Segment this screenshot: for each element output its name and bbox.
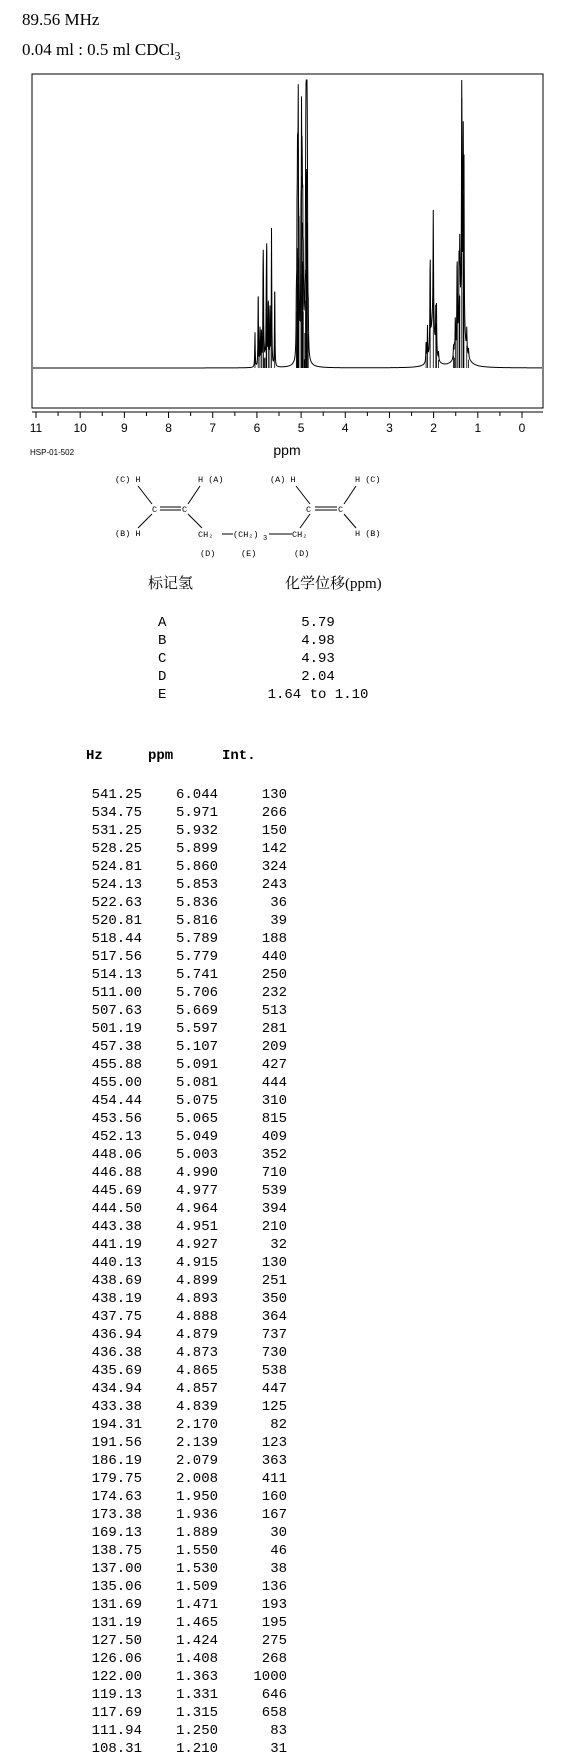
table-row xyxy=(78,1434,287,1452)
bond-hb-c1 xyxy=(138,514,152,528)
peak-hz: 453.56 xyxy=(91,1111,142,1127)
x-axis-tick-labels xyxy=(30,421,526,435)
peak-ppm: 5.853 xyxy=(175,877,218,893)
table-row xyxy=(78,1542,287,1560)
table-row xyxy=(78,1380,287,1398)
peak-ppm: 6.044 xyxy=(175,787,218,803)
peak-hz: 518.44 xyxy=(91,931,142,947)
peak-int: 324 xyxy=(261,859,287,875)
peak-hz: 173.38 xyxy=(91,1507,142,1523)
peak-marks xyxy=(255,98,469,368)
peak-int: 268 xyxy=(261,1651,287,1667)
table-row xyxy=(78,1416,287,1434)
table-row xyxy=(78,912,287,930)
peak-ppm: 5.860 xyxy=(175,859,218,875)
peak-int: 310 xyxy=(261,1093,287,1109)
peak-hz: 174.63 xyxy=(91,1489,142,1505)
peak-ppm: 5.706 xyxy=(175,985,218,1001)
header-ppm: ppm xyxy=(148,748,174,764)
bond-ch2-c3 xyxy=(300,514,310,528)
x-tick-label: 4 xyxy=(341,421,349,435)
table-row xyxy=(78,1164,287,1182)
plot-frame xyxy=(32,74,543,408)
peak-hz: 522.63 xyxy=(91,895,142,911)
peak-hz: 454.44 xyxy=(91,1093,142,1109)
peak-ppm: 1.363 xyxy=(175,1669,218,1685)
struct-ch2-chain-subscript: 3 xyxy=(263,535,268,543)
peak-ppm: 5.741 xyxy=(175,967,218,983)
peak-table xyxy=(78,786,287,1758)
peak-int: 350 xyxy=(261,1291,287,1307)
table-row xyxy=(78,1272,287,1290)
peak-int: 447 xyxy=(261,1381,287,1397)
peak-int: 125 xyxy=(261,1399,287,1415)
peak-int: 363 xyxy=(261,1453,287,1469)
table-row xyxy=(78,1056,287,1074)
table-row xyxy=(78,930,287,948)
table-row xyxy=(78,1686,287,1704)
x-tick-label: 7 xyxy=(209,421,217,435)
x-tick-label: 5 xyxy=(297,421,305,435)
table-row xyxy=(78,1632,287,1650)
peak-ppm: 4.893 xyxy=(175,1291,218,1307)
x-tick-label: 9 xyxy=(121,421,128,435)
peak-int: 281 xyxy=(261,1021,287,1037)
table-row xyxy=(78,1074,287,1092)
peak-ppm: 4.915 xyxy=(175,1255,218,1271)
peak-int: 730 xyxy=(261,1345,287,1361)
struct-ch2-chain: (CH₂) xyxy=(233,530,259,540)
x-tick-label: 8 xyxy=(165,421,172,435)
peak-hz: 126.06 xyxy=(91,1651,142,1667)
peak-hz: 455.88 xyxy=(91,1057,142,1073)
peak-int: 38 xyxy=(270,1561,287,1577)
peak-ppm: 4.888 xyxy=(175,1309,218,1325)
struct-label-hc2: H (C) xyxy=(355,475,381,485)
peak-hz: 131.19 xyxy=(91,1615,142,1631)
peak-ppm: 2.008 xyxy=(175,1471,218,1487)
peak-int: 1000 xyxy=(253,1669,287,1685)
bond-hc-c1 xyxy=(138,486,152,504)
peak-int: 444 xyxy=(261,1075,287,1091)
peak-ppm: 4.927 xyxy=(175,1237,218,1253)
table-row xyxy=(78,1038,287,1056)
table-row xyxy=(78,840,287,858)
peak-ppm: 5.075 xyxy=(175,1093,218,1109)
peak-int: 815 xyxy=(261,1111,287,1127)
peak-hz: 433.38 xyxy=(91,1399,142,1415)
nmr-spectrum xyxy=(0,0,570,470)
peak-hz: 117.69 xyxy=(91,1705,142,1721)
peak-hz: 440.13 xyxy=(91,1255,142,1271)
peak-ppm: 4.865 xyxy=(175,1363,218,1379)
peak-int: 232 xyxy=(261,985,287,1001)
peak-hz: 541.25 xyxy=(91,787,142,803)
peak-hz: 528.25 xyxy=(91,841,142,857)
table-row xyxy=(78,1668,287,1686)
table-row xyxy=(78,1290,287,1308)
peak-hz: 443.38 xyxy=(91,1219,142,1235)
peak-int: 737 xyxy=(261,1327,287,1343)
spectrum-trace xyxy=(33,80,542,368)
peak-hz: 507.63 xyxy=(91,1003,142,1019)
peak-int: 364 xyxy=(261,1309,287,1325)
peak-ppm: 5.081 xyxy=(175,1075,218,1091)
peak-int: 266 xyxy=(261,805,287,821)
x-axis-ticks xyxy=(36,412,522,418)
x-tick-label: 11 xyxy=(29,421,43,435)
peak-int: 538 xyxy=(261,1363,287,1379)
peak-hz: 111.94 xyxy=(91,1723,142,1739)
assignment-shift: 2.04 xyxy=(301,669,335,685)
peak-int: 646 xyxy=(261,1687,287,1703)
peak-int: 46 xyxy=(270,1543,287,1559)
peak-hz: 445.69 xyxy=(91,1183,142,1199)
table-row xyxy=(78,948,287,966)
peak-hz: 534.75 xyxy=(91,805,142,821)
peak-hz: 531.25 xyxy=(91,823,142,839)
peak-ppm: 4.873 xyxy=(175,1345,218,1361)
peak-hz: 457.38 xyxy=(91,1039,142,1055)
spectrometer-frequency: 89.56 MHz xyxy=(22,10,100,29)
peak-ppm: 1.509 xyxy=(175,1579,218,1595)
table-row xyxy=(78,1596,287,1614)
bond-c2-ch2 xyxy=(188,514,202,528)
table-row xyxy=(78,1020,287,1038)
struct-atom-c1: C xyxy=(152,505,158,515)
peak-int: 32 xyxy=(270,1237,287,1253)
peak-ppm: 5.003 xyxy=(175,1147,218,1163)
solvent-subscript: 3 xyxy=(174,48,181,63)
peak-int: 658 xyxy=(261,1705,287,1721)
spectrum-code: HSP-01-502 xyxy=(30,448,75,457)
table-row xyxy=(78,1560,287,1578)
peak-hz: 444.50 xyxy=(91,1201,142,1217)
peak-hz: 520.81 xyxy=(91,913,142,929)
peak-int: 440 xyxy=(261,949,287,965)
peak-ppm: 4.977 xyxy=(175,1183,218,1199)
peak-int: 539 xyxy=(261,1183,287,1199)
table-row xyxy=(78,1254,287,1272)
peak-int: 31 xyxy=(270,1741,287,1757)
struct-label-d2: (D) xyxy=(294,549,310,559)
x-tick-label: 1 xyxy=(474,421,482,435)
peak-int: 409 xyxy=(261,1129,287,1145)
peak-hz: 179.75 xyxy=(91,1471,142,1487)
peak-ppm: 5.932 xyxy=(175,823,218,839)
table-row xyxy=(78,1002,287,1020)
peak-hz: 517.56 xyxy=(91,949,142,965)
header-hz: Hz xyxy=(86,748,103,764)
table-row xyxy=(78,1524,287,1542)
peak-ppm: 1.408 xyxy=(175,1651,218,1667)
assignment-shift: 4.93 xyxy=(301,651,335,667)
assignment-header-shift: 化学位移(ppm) xyxy=(285,576,382,592)
struct-label-e: (E) xyxy=(241,549,257,559)
peak-int: 209 xyxy=(261,1039,287,1055)
peak-int: 142 xyxy=(261,841,287,857)
peak-int: 30 xyxy=(270,1525,287,1541)
peak-hz: 438.19 xyxy=(91,1291,142,1307)
assignment-label: A xyxy=(158,615,167,631)
peak-ppm: 4.990 xyxy=(175,1165,218,1181)
peak-ppm: 1.550 xyxy=(175,1543,218,1559)
peak-ppm: 4.857 xyxy=(175,1381,218,1397)
peak-int: 394 xyxy=(261,1201,287,1217)
peak-hz: 122.00 xyxy=(91,1669,142,1685)
struct-label-ha2: (A) H xyxy=(270,475,296,485)
table-row xyxy=(78,1452,287,1470)
peak-hz: 119.13 xyxy=(91,1687,142,1703)
peak-ppm: 5.971 xyxy=(175,805,218,821)
peak-int: 195 xyxy=(261,1615,287,1631)
peak-ppm: 5.836 xyxy=(175,895,218,911)
peak-hz: 455.00 xyxy=(91,1075,142,1091)
peak-ppm: 5.779 xyxy=(175,949,218,965)
peak-ppm: 5.049 xyxy=(175,1129,218,1145)
molecular-structure xyxy=(100,470,420,570)
table-row xyxy=(78,1146,287,1164)
peak-hz: 169.13 xyxy=(91,1525,142,1541)
struct-ch2-left: CH₂ xyxy=(198,530,214,540)
peak-hz: 446.88 xyxy=(91,1165,142,1181)
assignment-row xyxy=(158,668,378,686)
table-row xyxy=(78,1128,287,1146)
table-row xyxy=(78,1704,287,1722)
table-row xyxy=(78,1614,287,1632)
peak-hz: 452.13 xyxy=(91,1129,142,1145)
peak-ppm: 4.879 xyxy=(175,1327,218,1343)
peak-hz: 437.75 xyxy=(91,1309,142,1325)
peak-ppm: 1.465 xyxy=(175,1615,218,1631)
peak-hz: 501.19 xyxy=(91,1021,142,1037)
peak-int: 411 xyxy=(261,1471,287,1487)
peak-ppm: 5.091 xyxy=(175,1057,218,1073)
peak-hz: 514.13 xyxy=(91,967,142,983)
peak-hz: 135.06 xyxy=(91,1579,142,1595)
table-row xyxy=(78,804,287,822)
assignment-label: D xyxy=(158,669,167,685)
table-row xyxy=(78,1236,287,1254)
peak-ppm: 5.789 xyxy=(175,931,218,947)
peak-ppm: 1.331 xyxy=(175,1687,218,1703)
table-row xyxy=(78,1308,287,1326)
x-tick-label: 3 xyxy=(386,421,393,435)
x-tick-label: 6 xyxy=(253,421,261,435)
peak-ppm: 2.170 xyxy=(175,1417,218,1433)
peak-hz: 436.94 xyxy=(91,1327,142,1343)
peak-ppm: 4.951 xyxy=(175,1219,218,1235)
peak-ppm: 4.899 xyxy=(175,1273,218,1289)
assignment-label: C xyxy=(158,651,167,667)
assignment-shift: 1.64 to 1.10 xyxy=(267,687,369,703)
peak-ppm: 1.936 xyxy=(175,1507,218,1523)
table-row xyxy=(78,1110,287,1128)
assignment-row xyxy=(158,614,378,632)
table-row xyxy=(78,1182,287,1200)
peak-hz: 131.69 xyxy=(91,1597,142,1613)
peak-int: 36 xyxy=(270,895,287,911)
bond-c3-ha xyxy=(296,486,310,504)
peak-int: 83 xyxy=(270,1723,287,1739)
assignment-table xyxy=(158,614,378,704)
peak-ppm: 2.079 xyxy=(175,1453,218,1469)
peak-ppm: 5.816 xyxy=(175,913,218,929)
table-row xyxy=(78,1722,287,1740)
peak-table-header xyxy=(86,748,256,764)
peak-int: 251 xyxy=(261,1273,287,1289)
peak-ppm: 1.950 xyxy=(175,1489,218,1505)
peak-ppm: 5.065 xyxy=(175,1111,218,1127)
peak-hz: 194.31 xyxy=(91,1417,142,1433)
peak-ppm: 1.250 xyxy=(175,1723,218,1739)
peak-hz: 441.19 xyxy=(91,1237,142,1253)
table-row xyxy=(78,858,287,876)
assignment-shift: 4.98 xyxy=(301,633,335,649)
peak-hz: 186.19 xyxy=(91,1453,142,1469)
peak-ppm: 1.315 xyxy=(175,1705,218,1721)
peak-ppm: 2.139 xyxy=(175,1435,218,1451)
peak-int: 710 xyxy=(261,1165,287,1181)
peak-ppm: 1.889 xyxy=(175,1525,218,1541)
table-row xyxy=(78,1578,287,1596)
peak-int: 39 xyxy=(270,913,287,929)
peak-int: 123 xyxy=(261,1435,287,1451)
struct-ch2-right: CH₂ xyxy=(292,530,308,540)
table-row xyxy=(78,984,287,1002)
table-row xyxy=(78,1398,287,1416)
peak-ppm: 5.669 xyxy=(175,1003,218,1019)
peak-int: 352 xyxy=(261,1147,287,1163)
solvent-text: 0.04 ml : 0.5 ml CDCl xyxy=(22,40,175,59)
table-row xyxy=(78,1488,287,1506)
peak-int: 193 xyxy=(261,1597,287,1613)
assignment-row xyxy=(158,632,378,650)
peak-ppm: 5.107 xyxy=(175,1039,218,1055)
struct-atom-c3: C xyxy=(306,505,312,515)
peak-int: 130 xyxy=(261,787,287,803)
table-row xyxy=(78,822,287,840)
table-row xyxy=(78,1362,287,1380)
peak-hz: 436.38 xyxy=(91,1345,142,1361)
peak-int: 188 xyxy=(261,931,287,947)
peak-ppm: 5.899 xyxy=(175,841,218,857)
peak-ppm: 1.210 xyxy=(175,1741,218,1757)
assignment-label: E xyxy=(158,687,167,703)
assignment-shift: 5.79 xyxy=(301,615,335,631)
peak-hz: 137.00 xyxy=(91,1561,142,1577)
table-row xyxy=(78,966,287,984)
peak-ppm: 1.424 xyxy=(175,1633,218,1649)
assignment-row xyxy=(158,650,378,668)
x-tick-label: 10 xyxy=(73,421,87,435)
x-tick-label: 0 xyxy=(518,421,526,435)
table-row xyxy=(78,1218,287,1236)
struct-label-hb2: H (B) xyxy=(355,529,381,539)
peak-ppm: 4.839 xyxy=(175,1399,218,1415)
peak-int: 160 xyxy=(261,1489,287,1505)
peak-hz: 108.31 xyxy=(91,1741,142,1757)
table-row xyxy=(78,1326,287,1344)
assignment-label: B xyxy=(158,633,167,649)
peak-ppm: 1.471 xyxy=(175,1597,218,1613)
struct-atom-c2: C xyxy=(182,505,188,515)
table-row xyxy=(78,1740,287,1758)
table-row xyxy=(78,1344,287,1362)
peak-hz: 524.81 xyxy=(91,859,142,875)
struct-label-ha: H (A) xyxy=(198,475,224,485)
peak-hz: 191.56 xyxy=(91,1435,142,1451)
x-axis-label: ppm xyxy=(273,442,301,458)
peak-hz: 448.06 xyxy=(91,1147,142,1163)
assignment-header-label: 标记氢 xyxy=(148,576,194,592)
peak-int: 167 xyxy=(261,1507,287,1523)
peak-hz: 138.75 xyxy=(91,1543,142,1559)
table-row xyxy=(78,876,287,894)
peak-hz: 511.00 xyxy=(91,985,142,1001)
header-int: Int. xyxy=(222,748,256,764)
peak-hz: 438.69 xyxy=(91,1273,142,1289)
bond-c2-ha xyxy=(188,486,200,504)
table-row xyxy=(78,1200,287,1218)
table-row xyxy=(78,894,287,912)
peak-hz: 127.50 xyxy=(91,1633,142,1649)
peak-int: 136 xyxy=(261,1579,287,1595)
peak-int: 150 xyxy=(261,823,287,839)
peak-int: 513 xyxy=(261,1003,287,1019)
table-row xyxy=(78,786,287,804)
table-row xyxy=(78,1506,287,1524)
peak-hz: 435.69 xyxy=(91,1363,142,1379)
peak-hz: 524.13 xyxy=(91,877,142,893)
peak-ppm: 5.597 xyxy=(175,1021,218,1037)
bond-c4-hc xyxy=(344,486,356,504)
x-tick-label: 2 xyxy=(430,421,437,435)
table-row xyxy=(78,1470,287,1488)
peak-ppm: 4.964 xyxy=(175,1201,218,1217)
bond-c4-hb xyxy=(344,514,356,528)
struct-atom-c4: C xyxy=(338,505,344,515)
struct-label-hc: (C) H xyxy=(115,475,141,485)
peak-int: 275 xyxy=(261,1633,287,1649)
peak-hz: 434.94 xyxy=(91,1381,142,1397)
struct-label-d1: (D) xyxy=(200,549,216,559)
struct-label-hb: (B) H xyxy=(115,529,141,539)
peak-int: 130 xyxy=(261,1255,287,1271)
table-row xyxy=(78,1650,287,1668)
peak-int: 82 xyxy=(270,1417,287,1433)
peak-int: 243 xyxy=(261,877,287,893)
assignment-row xyxy=(158,686,378,704)
table-row xyxy=(78,1092,287,1110)
peak-ppm: 1.530 xyxy=(175,1561,218,1577)
peak-int: 210 xyxy=(261,1219,287,1235)
peak-int: 427 xyxy=(261,1057,287,1073)
peak-int: 250 xyxy=(261,967,287,983)
